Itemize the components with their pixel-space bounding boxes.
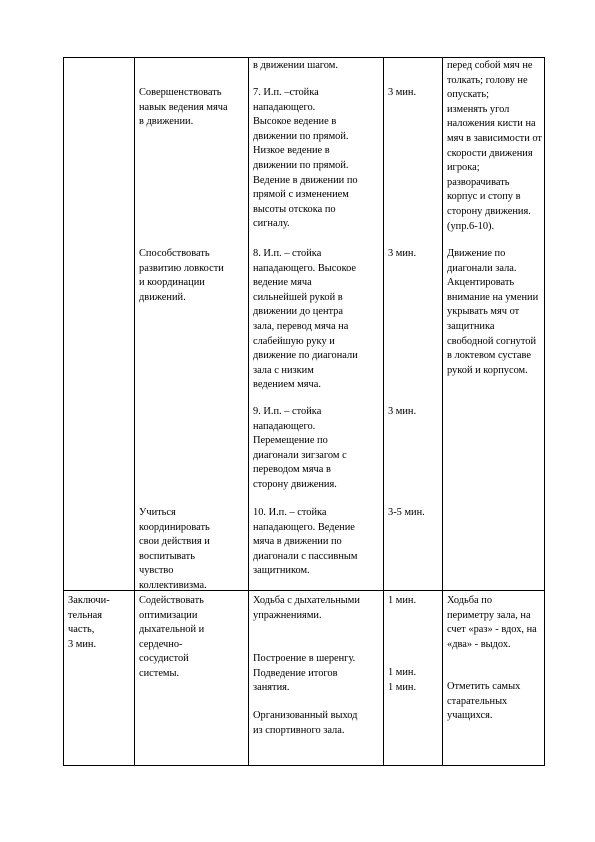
table-divider-col1	[134, 57, 135, 766]
dose-exercise-8: 3 мин.	[388, 248, 417, 259]
exercise-8: 8. И.п. – стойка нападающего. Высокое ведение мяча сильнейшей рукой в движении до центра зала, перевод мяча на слабейшую руку и движение по диагонали зала с низким ведением мяча.	[253, 248, 358, 391]
table-divider-col2	[248, 57, 249, 766]
final-walking: Ходьба с дыхательными упражнениями.	[253, 595, 360, 621]
table-row-divider	[63, 590, 545, 591]
dose-exercise-10: 3-5 мин.	[388, 507, 425, 518]
notes-diagonal: Движение по диагонали зала. Акцентировать внимание на умении укрывать мяч от защитника свободной согнутой в локтевом суставе рукой и корпусом.	[447, 248, 539, 376]
exercise-10: 10. И.п. – стойка нападающего. Ведение мяча в движении по диагонали с пассивным защитником.	[253, 507, 358, 577]
notes-dribbling: перед собой мяч не толкать; голову не опускать; изменять угол наложения кисти на мяч в зависимости от скорости движения игрока; разворачивать корпус и стопу в сторону движения. (упр.6-10).	[447, 60, 542, 232]
final-line-up: Построение в шеренгу. Подведение итогов занятия.	[253, 653, 356, 694]
goal-dribbling: Совершенствовать навык ведения мяча в движении.	[139, 87, 228, 128]
goal-agility: Способствовать развитию ловкости и координации движений.	[139, 248, 224, 303]
dose-exercise-7: 3 мин.	[388, 87, 417, 98]
table-border-top	[63, 57, 545, 58]
goal-coordination: Учиться координировать свои действия и воспитывать чувство коллективизма.	[139, 507, 210, 591]
final-part-label: Заключи- тельная часть, 3 мин.	[68, 595, 110, 650]
final-dose-walking: 1 мин.	[388, 595, 417, 606]
table-divider-col4	[442, 57, 443, 766]
table-divider-col3	[383, 57, 384, 766]
final-notes-breathing: Ходьба по периметру зала, на счет «раз» - вдох, на «два» - выдох.	[447, 595, 537, 650]
table-border-bottom	[63, 765, 545, 766]
final-exit: Организованный выход из спортивного зала.	[253, 710, 358, 736]
table-border-left	[63, 57, 64, 766]
exercise-9: 9. И.п. – стойка нападающего. Перемещение по диагонали зигзагом с переводом мяча в сторону движения.	[253, 406, 347, 490]
final-dose-summary: 1 мин. 1 мин.	[388, 667, 417, 693]
final-goal: Содействовать оптимизации дыхательной и сердечно- сосудистой системы.	[139, 595, 205, 679]
table-border-right	[544, 57, 545, 766]
dose-exercise-9: 3 мин.	[388, 406, 417, 417]
content-continuation: в движении шагом.	[253, 60, 338, 71]
final-notes-praise: Отметить самых старательных учащихся.	[447, 681, 521, 722]
exercise-7: 7. И.п. –стойка нападающего. Высокое ведение в движении по прямой. Низкое ведение в движении по прямой. Ведение в движении по прямой с изменением высоты отскока по сигналу.	[253, 87, 358, 230]
